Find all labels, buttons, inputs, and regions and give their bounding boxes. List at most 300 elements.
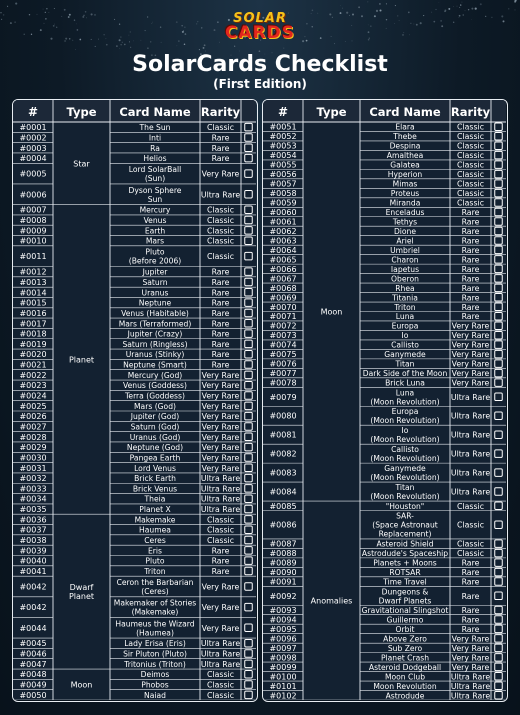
card-number: #0006 bbox=[19, 190, 47, 200]
card-name: Planet Crash bbox=[380, 653, 430, 663]
checklist-left-svg bbox=[13, 100, 256, 700]
star-dot bbox=[475, 8, 477, 10]
card-rarity: Rare bbox=[461, 236, 480, 246]
card-name: "Houston" bbox=[385, 501, 425, 511]
card-name: Ariel bbox=[396, 236, 414, 246]
card-number: #0088 bbox=[269, 549, 297, 559]
card-name: Pangea Earth bbox=[129, 453, 181, 463]
card-number: #0054 bbox=[269, 151, 297, 161]
card-rarity: Ultra Rare bbox=[200, 484, 241, 494]
card-number: #0003 bbox=[19, 143, 47, 153]
card-name: Mercury (God) bbox=[127, 370, 183, 380]
star-dot bbox=[122, 42, 123, 43]
card-number: #0041 bbox=[19, 566, 47, 576]
card-rarity: Ultra Rare bbox=[450, 411, 491, 421]
card-name: Jupiter bbox=[142, 267, 168, 277]
card-rarity: Ultra Rare bbox=[450, 430, 491, 440]
card-number: #0036 bbox=[19, 515, 47, 525]
card-number: #0033 bbox=[19, 484, 47, 494]
card-number: #0096 bbox=[269, 634, 297, 644]
star-dot bbox=[395, 5, 396, 6]
card-rarity: Very Rare bbox=[451, 378, 490, 388]
card-rarity: Classic bbox=[207, 515, 234, 525]
card-rarity: Very Rare bbox=[201, 401, 240, 411]
card-rarity: Very Rare bbox=[451, 331, 490, 341]
column-header: Type bbox=[316, 105, 347, 119]
card-name: Planet X bbox=[139, 505, 171, 515]
card-rarity: Ultra Rare bbox=[200, 190, 241, 200]
card-number: #0101 bbox=[269, 681, 297, 691]
card-rarity: Classic bbox=[457, 539, 484, 549]
star-dot bbox=[448, 8, 450, 10]
star-dot bbox=[508, 8, 509, 9]
card-rarity: Very Rare bbox=[451, 321, 490, 331]
card-number: #0083 bbox=[269, 468, 297, 478]
checklist-right-svg bbox=[263, 100, 506, 700]
card-rarity: Classic bbox=[457, 160, 484, 170]
card-name: Venus bbox=[143, 216, 167, 226]
card-rarity: Rare bbox=[461, 302, 480, 312]
card-number: #0002 bbox=[19, 133, 47, 143]
card-rarity: Classic bbox=[207, 252, 234, 262]
card-number: #0065 bbox=[269, 255, 297, 265]
card-rarity: Classic bbox=[457, 198, 484, 208]
card-name: Moon Revolution bbox=[373, 681, 437, 691]
star-dot bbox=[203, 47, 205, 49]
card-name: Titania bbox=[392, 293, 418, 303]
card-number: #0048 bbox=[19, 670, 47, 680]
card-name: Dark Side of the Moon bbox=[362, 369, 448, 379]
card-rarity: Very Rare bbox=[201, 453, 240, 463]
card-number: #0031 bbox=[19, 463, 47, 473]
card-rarity: Very Rare bbox=[201, 582, 240, 592]
card-rarity: Ultra Rare bbox=[450, 392, 491, 402]
card-rarity: Classic bbox=[207, 536, 234, 546]
card-number: #0062 bbox=[269, 226, 297, 236]
card-type-label: Anomalies bbox=[310, 596, 353, 606]
card-name: Orbit bbox=[395, 624, 415, 634]
card-name: The Sun bbox=[139, 123, 171, 133]
star-dot bbox=[342, 8, 343, 9]
card-rarity: Classic bbox=[457, 179, 484, 189]
star-dot bbox=[150, 41, 151, 42]
card-number: #0050 bbox=[19, 690, 47, 700]
card-rarity: Rare bbox=[461, 226, 480, 236]
card-type-label: Dwarf Planet bbox=[68, 583, 95, 602]
card-rarity: Classic bbox=[457, 122, 484, 132]
card-name: Gravitational Slingshot bbox=[361, 605, 449, 615]
card-name: Jupiter (Crazy) bbox=[127, 329, 183, 339]
card-number: #0026 bbox=[19, 412, 47, 422]
card-name: Planets + Moons bbox=[373, 558, 437, 568]
card-name: Charon bbox=[391, 255, 419, 265]
card-name: Helios bbox=[143, 154, 167, 164]
card-number: #0008 bbox=[19, 216, 47, 226]
card-rarity: Ultra Rare bbox=[450, 468, 491, 478]
card-number: #0097 bbox=[269, 643, 297, 653]
card-rarity: Very Rare bbox=[201, 603, 240, 613]
card-number: #0019 bbox=[19, 339, 47, 349]
card-name: Mimas bbox=[392, 179, 418, 189]
card-rarity: Rare bbox=[211, 319, 230, 329]
card-number: #0082 bbox=[269, 449, 297, 459]
card-name: Saturn bbox=[142, 277, 168, 287]
card-name: Rhea bbox=[395, 283, 415, 293]
card-number: #0025 bbox=[19, 401, 47, 411]
star-dot bbox=[161, 42, 162, 43]
column-header: # bbox=[27, 105, 39, 119]
card-name: Saturn (Ringless) bbox=[122, 339, 188, 349]
star-dot bbox=[461, 2, 462, 3]
card-number: #0004 bbox=[19, 154, 47, 164]
star-dot bbox=[184, 44, 186, 46]
card-name: Ganymede bbox=[384, 350, 426, 360]
card-name: Theia bbox=[144, 494, 166, 504]
card-name: Lord SolarBall (Sun) bbox=[128, 165, 182, 184]
card-number: #0040 bbox=[19, 556, 47, 566]
card-name: Ganymede (Moon Revolution) bbox=[370, 464, 440, 483]
card-name: Haumeus the Wizard (Haumea) bbox=[115, 619, 195, 638]
checklist-table-right bbox=[262, 99, 508, 702]
card-rarity: Very Rare bbox=[201, 169, 240, 179]
card-number: #0098 bbox=[269, 653, 297, 663]
star-dot bbox=[121, 44, 122, 45]
card-number: #0099 bbox=[269, 662, 297, 672]
card-number: #0024 bbox=[19, 391, 47, 401]
card-rarity: Ultra Rare bbox=[200, 659, 241, 669]
card-number: #0080 bbox=[269, 411, 297, 421]
card-rarity: Classic bbox=[207, 236, 234, 246]
card-number: #0074 bbox=[269, 340, 297, 350]
card-name: Neptune bbox=[138, 298, 172, 308]
card-rarity: Very Rare bbox=[451, 662, 490, 672]
card-number: #0011 bbox=[19, 252, 47, 262]
card-name: ROTSAR bbox=[389, 568, 421, 578]
star-dot bbox=[116, 45, 118, 47]
star-dot bbox=[379, 3, 381, 5]
card-name: Ra bbox=[150, 143, 160, 153]
star-dot bbox=[204, 44, 206, 46]
card-name: Makemake bbox=[134, 515, 176, 525]
card-rarity: Ultra Rare bbox=[450, 691, 491, 700]
card-name: Pluto (Before 2006) bbox=[128, 247, 182, 266]
card-name: Proteus bbox=[390, 189, 420, 199]
card-name: Brick Luna bbox=[385, 378, 425, 388]
card-number: #0064 bbox=[269, 245, 297, 255]
card-rarity: Classic bbox=[457, 549, 484, 559]
card-number: #0073 bbox=[269, 331, 297, 341]
card-number: #0022 bbox=[19, 370, 47, 380]
star-dot bbox=[219, 42, 220, 43]
card-name: Titan bbox=[395, 359, 415, 369]
card-name: Makemaker of Stories (Makemake) bbox=[113, 598, 197, 617]
card-rarity: Rare bbox=[461, 577, 480, 587]
star-dot bbox=[119, 48, 120, 49]
card-rarity: Rare bbox=[461, 624, 480, 634]
card-number: #0049 bbox=[19, 680, 47, 690]
card-name: Eris bbox=[148, 546, 162, 556]
star-dot bbox=[386, 3, 387, 4]
card-rarity: Rare bbox=[461, 293, 480, 303]
card-rarity: Ultra Rare bbox=[450, 449, 491, 459]
card-number: #0056 bbox=[269, 170, 297, 180]
card-number: #0075 bbox=[269, 350, 297, 360]
column-header: # bbox=[277, 105, 289, 119]
card-number: #0069 bbox=[269, 293, 297, 303]
card-number: #0018 bbox=[19, 329, 47, 339]
card-name: Oberon bbox=[391, 274, 419, 284]
star-dot bbox=[199, 49, 200, 50]
card-name: Galatea bbox=[390, 160, 420, 170]
card-number: #0086 bbox=[269, 520, 297, 530]
card-name: Luna bbox=[395, 312, 415, 322]
card-number: #0027 bbox=[19, 422, 47, 432]
card-rarity: Classic bbox=[207, 525, 234, 535]
card-number: #0044 bbox=[19, 623, 47, 633]
card-rarity: Very Rare bbox=[451, 359, 490, 369]
logo-cards-text: CARDS bbox=[224, 23, 296, 43]
card-number: #0010 bbox=[19, 236, 47, 246]
card-rarity: Rare bbox=[461, 605, 480, 615]
star-dot bbox=[471, 8, 473, 10]
star-dot bbox=[367, 1, 368, 2]
star-dot bbox=[468, 9, 469, 10]
card-type-label: Planet bbox=[68, 355, 95, 365]
star-dot bbox=[15, 3, 17, 5]
card-name: Mars (Terraformed) bbox=[118, 319, 192, 329]
card-number: #0028 bbox=[19, 432, 47, 442]
star-dot bbox=[46, 8, 47, 9]
card-rarity: Classic bbox=[207, 226, 234, 236]
card-rarity: Rare bbox=[461, 264, 480, 274]
card-number: #0063 bbox=[269, 236, 297, 246]
card-rarity: Rare bbox=[461, 558, 480, 568]
card-name: Hyperion bbox=[387, 170, 423, 180]
card-number: #0020 bbox=[19, 350, 47, 360]
card-name: Deimos bbox=[140, 670, 170, 680]
star-dot bbox=[129, 41, 130, 42]
card-name: Earth bbox=[144, 226, 166, 236]
star-dot bbox=[43, 9, 44, 10]
card-name: Brick Earth bbox=[134, 474, 176, 484]
card-rarity: Classic bbox=[207, 216, 234, 226]
card-number: #0053 bbox=[269, 141, 297, 151]
card-number: #0093 bbox=[269, 605, 297, 615]
card-name: Uranus (God) bbox=[129, 432, 181, 442]
card-number: #0085 bbox=[269, 501, 297, 511]
card-number: #0051 bbox=[269, 122, 297, 132]
card-number: #0090 bbox=[269, 568, 297, 578]
card-name: Iapetus bbox=[390, 264, 420, 274]
card-rarity: Rare bbox=[461, 591, 480, 601]
card-number: #0055 bbox=[269, 160, 297, 170]
star-dot bbox=[312, 10, 314, 12]
star-dot bbox=[75, 49, 76, 50]
card-name: Lady Erisa (Eris) bbox=[124, 639, 186, 649]
card-number: #0034 bbox=[19, 494, 47, 504]
card-rarity: Very Rare bbox=[451, 653, 490, 663]
card-name: Pluto bbox=[145, 556, 165, 566]
card-rarity: Ultra Rare bbox=[200, 494, 241, 504]
card-rarity: Ultra Rare bbox=[200, 639, 241, 649]
card-number: #0078 bbox=[269, 378, 297, 388]
star-dot bbox=[124, 44, 126, 46]
card-number: #0066 bbox=[269, 264, 297, 274]
card-rarity: Classic bbox=[207, 690, 234, 700]
card-rarity: Very Rare bbox=[201, 443, 240, 453]
card-number: #0035 bbox=[19, 505, 47, 515]
card-number: #0059 bbox=[269, 198, 297, 208]
card-name: Terra (Goddess) bbox=[125, 391, 185, 401]
card-number: #0047 bbox=[19, 659, 47, 669]
star-dot bbox=[358, 6, 360, 8]
card-rarity: Rare bbox=[461, 217, 480, 227]
card-number: #0029 bbox=[19, 443, 47, 453]
star-dot bbox=[106, 44, 108, 46]
card-number: #0021 bbox=[19, 360, 47, 370]
star-dot bbox=[283, 48, 284, 49]
card-number: #0076 bbox=[269, 359, 297, 369]
card-name: Luna (Moon Revolution) bbox=[370, 388, 440, 407]
card-name: Dungeons & Dwarf Planets bbox=[378, 587, 432, 606]
card-name: Despina bbox=[389, 141, 421, 151]
card-rarity: Ultra Rare bbox=[450, 681, 491, 691]
card-number: #0046 bbox=[19, 649, 47, 659]
card-number: #0094 bbox=[269, 615, 297, 625]
card-name: Brick Venus bbox=[132, 484, 178, 494]
card-rarity: Rare bbox=[211, 267, 230, 277]
card-rarity: Classic bbox=[457, 501, 484, 511]
card-name: Ceres bbox=[144, 536, 166, 546]
card-name: Jupiter (God) bbox=[130, 412, 180, 422]
card-number: #0087 bbox=[269, 539, 297, 549]
card-name: Haumea bbox=[139, 525, 171, 535]
checklist-table-left bbox=[12, 99, 258, 702]
card-name: Thebe bbox=[393, 132, 417, 142]
star-dot bbox=[459, 7, 460, 8]
card-number: #0089 bbox=[269, 558, 297, 568]
star-dot bbox=[460, 4, 461, 5]
card-rarity: Classic bbox=[457, 132, 484, 142]
card-rarity: Rare bbox=[461, 245, 480, 255]
card-name: Miranda bbox=[389, 198, 421, 208]
star-dot bbox=[95, 46, 96, 47]
page-subtitle: (First Edition) bbox=[213, 77, 307, 91]
card-name: Venus (Goddess) bbox=[123, 381, 187, 391]
card-number: #0057 bbox=[269, 179, 297, 189]
star-dot bbox=[234, 46, 235, 47]
card-name: Mercury bbox=[139, 205, 171, 215]
card-rarity: Very Rare bbox=[451, 643, 490, 653]
card-name: SAR-(Space Astronaut Replacement) bbox=[372, 511, 438, 539]
card-name: Sub Zero bbox=[387, 643, 423, 653]
card-name: Moon Club bbox=[384, 672, 426, 682]
card-rarity: Rare bbox=[461, 274, 480, 284]
card-rarity: Classic bbox=[457, 189, 484, 199]
star-dot bbox=[64, 9, 66, 11]
card-number: #0042 bbox=[19, 603, 47, 613]
card-name: Enceladus bbox=[385, 208, 425, 218]
card-name: Dyson Sphere Sun bbox=[128, 185, 182, 204]
card-name: Amalthea bbox=[386, 151, 424, 161]
card-name: Mars bbox=[145, 236, 165, 246]
card-type-label: Star bbox=[73, 159, 90, 169]
card-name: Triton bbox=[394, 302, 416, 312]
card-name: Venus (Habitable) bbox=[121, 308, 189, 318]
card-number: #0091 bbox=[269, 577, 297, 587]
card-name: Umbriel bbox=[390, 245, 420, 255]
card-rarity: Classic bbox=[457, 141, 484, 151]
star-dot bbox=[480, 3, 482, 5]
card-number: #0092 bbox=[269, 591, 297, 601]
card-rarity: Very Rare bbox=[201, 463, 240, 473]
card-name: Titan (Moon Revolution) bbox=[370, 483, 440, 502]
card-rarity: Rare bbox=[211, 298, 230, 308]
card-name: Above Zero bbox=[383, 634, 427, 644]
card-rarity: Very Rare bbox=[201, 412, 240, 422]
card-number: #0081 bbox=[269, 430, 297, 440]
card-name: Io (Moon Revolution) bbox=[370, 426, 440, 445]
column-header: Card Name bbox=[119, 105, 191, 119]
card-rarity: Rare bbox=[211, 288, 230, 298]
card-rarity: Ultra Rare bbox=[200, 505, 241, 515]
card-number: #0070 bbox=[269, 302, 297, 312]
card-rarity: Classic bbox=[457, 520, 484, 530]
card-rarity: Rare bbox=[461, 312, 480, 322]
star-dot bbox=[457, 6, 458, 7]
card-name: Elara bbox=[395, 122, 415, 132]
card-rarity: Very Rare bbox=[201, 422, 240, 432]
card-name: Naiad bbox=[144, 690, 166, 700]
card-rarity: Rare bbox=[461, 255, 480, 265]
card-rarity: Rare bbox=[211, 143, 230, 153]
card-name: Europa (Moon Revolution) bbox=[370, 407, 440, 426]
card-rarity: Rare bbox=[461, 615, 480, 625]
star-dot bbox=[453, 6, 454, 7]
card-rarity: Rare bbox=[211, 350, 230, 360]
card-number: #0042 bbox=[19, 582, 47, 592]
card-name: Callisto (Moon Revolution) bbox=[370, 445, 440, 464]
card-number: #0017 bbox=[19, 319, 47, 329]
card-name: Time Travel bbox=[383, 577, 427, 587]
card-rarity: Very Rare bbox=[201, 391, 240, 401]
card-name: Dione bbox=[393, 226, 417, 236]
card-rarity: Rare bbox=[211, 133, 230, 143]
card-number: #0032 bbox=[19, 474, 47, 484]
card-type-label: Moon bbox=[70, 680, 93, 690]
card-number: #0068 bbox=[269, 283, 297, 293]
column-header: Rarity bbox=[450, 105, 491, 119]
card-number: #0077 bbox=[269, 369, 297, 379]
card-name: Phobos bbox=[141, 680, 169, 690]
card-number: #0084 bbox=[269, 487, 297, 497]
card-number: #0045 bbox=[19, 639, 47, 649]
card-rarity: Ultra Rare bbox=[450, 672, 491, 682]
card-number: #0014 bbox=[19, 288, 47, 298]
card-number: #0039 bbox=[19, 546, 47, 556]
card-rarity: Rare bbox=[211, 329, 230, 339]
column-header: Rarity bbox=[200, 105, 241, 119]
card-rarity: Ultra Rare bbox=[450, 487, 491, 497]
card-number: #0012 bbox=[19, 267, 47, 277]
card-number: #0023 bbox=[19, 381, 47, 391]
column-header: Card Name bbox=[369, 105, 441, 119]
star-dot bbox=[54, 8, 55, 9]
card-rarity: Very Rare bbox=[201, 432, 240, 442]
star-dot bbox=[515, 9, 516, 10]
card-rarity: Rare bbox=[211, 154, 230, 164]
card-rarity: Very Rare bbox=[451, 369, 490, 379]
